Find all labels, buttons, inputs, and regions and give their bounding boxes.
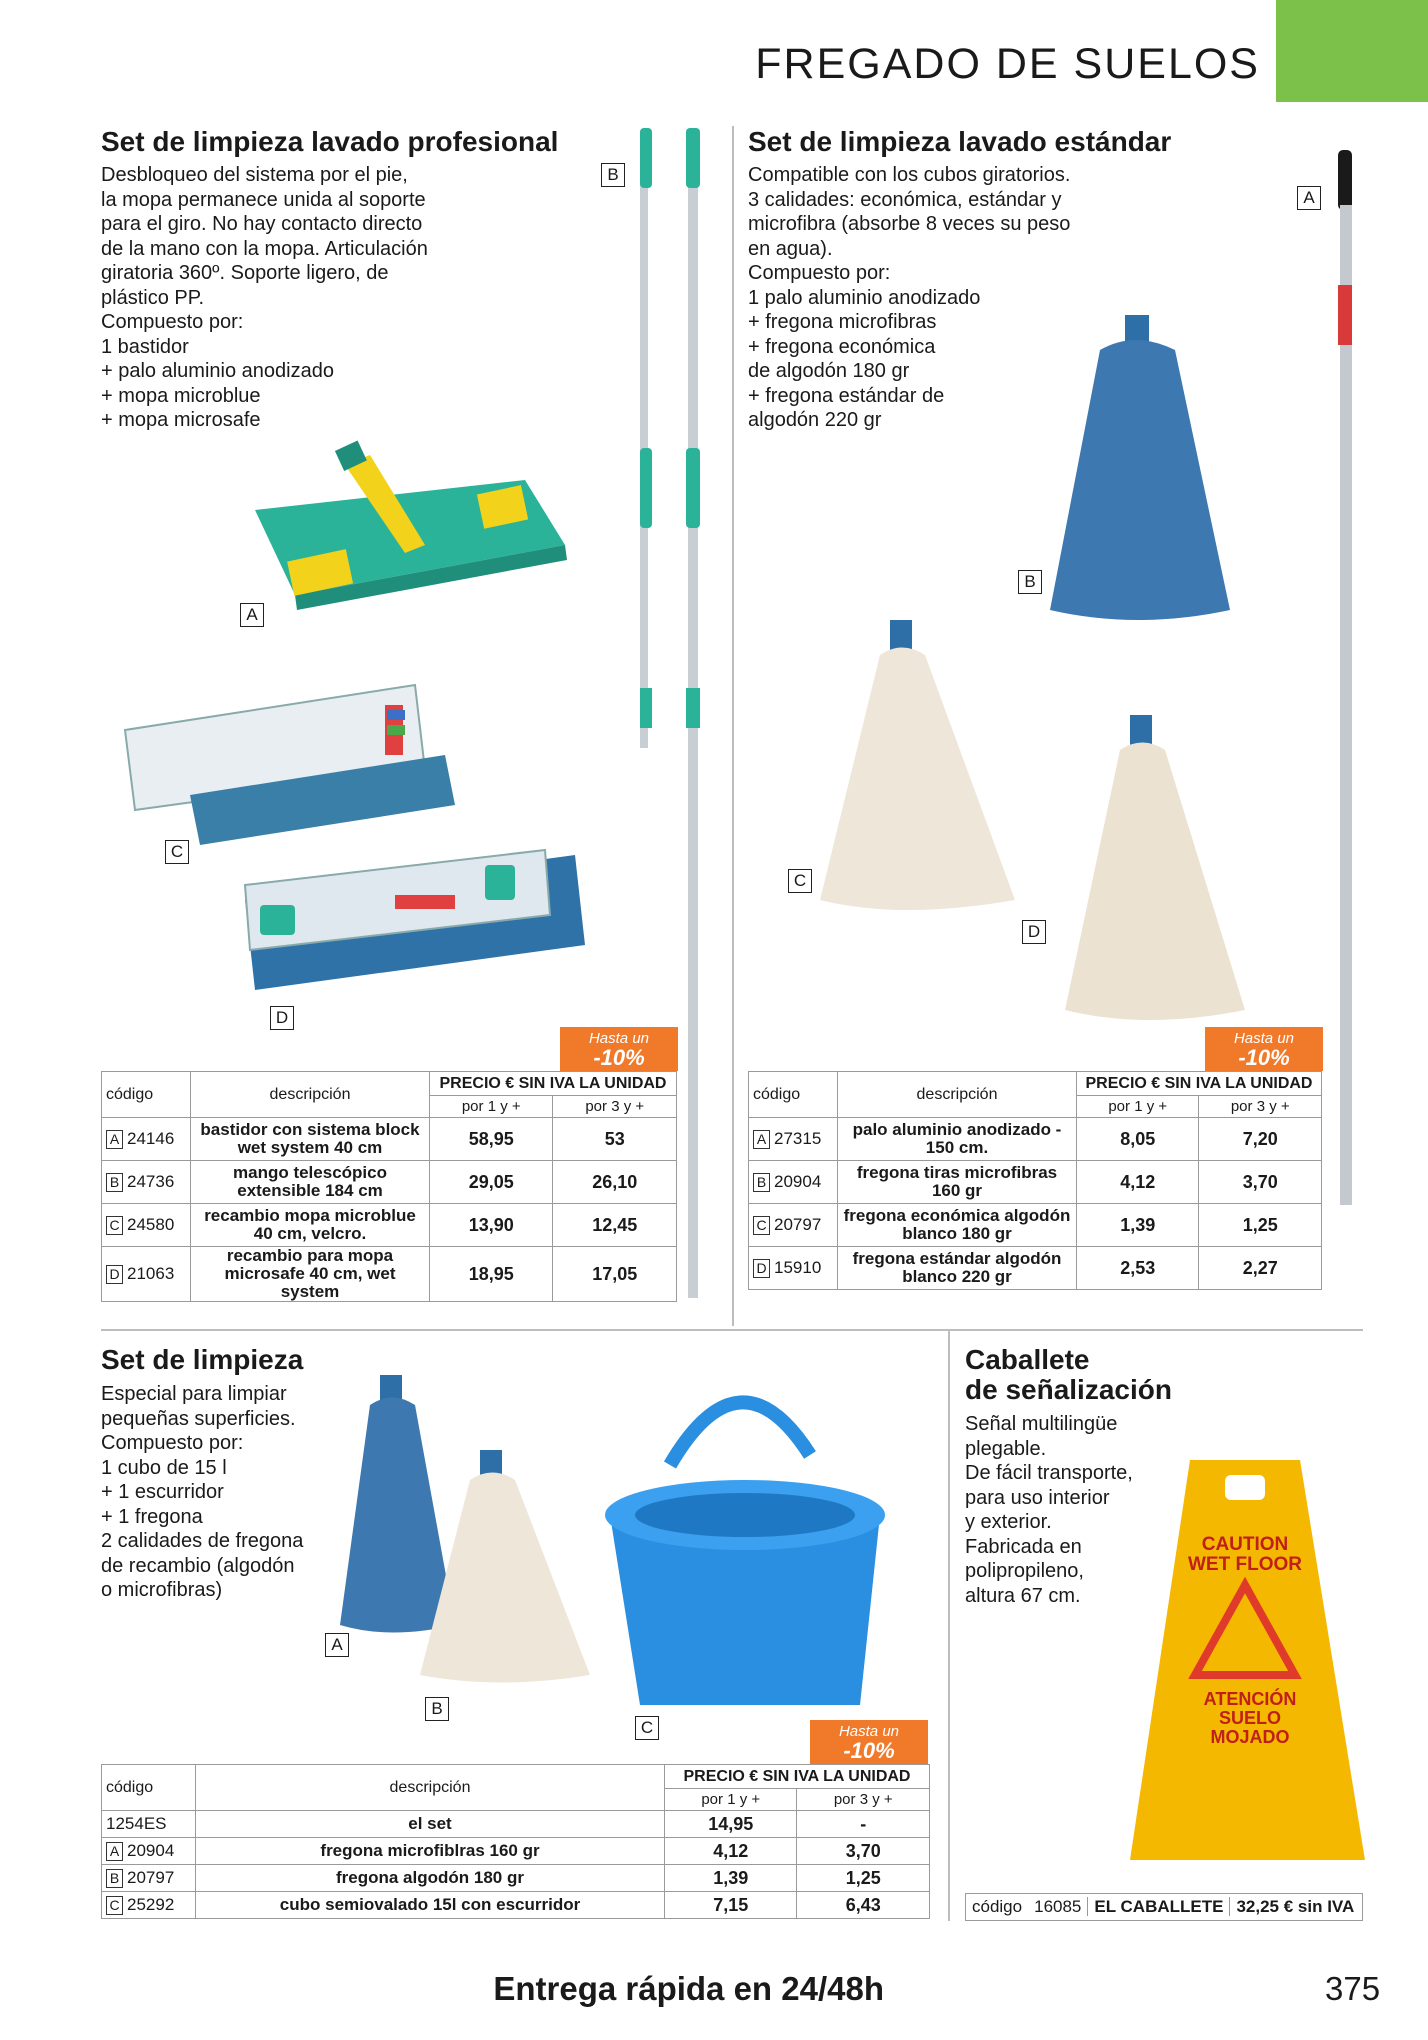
set-estandar-description: Compatible con los cubos giratorios. 3 calidades: económica, estándar y microfibra (absorbe 8 veces su peso en agua). Compuesto por: 1 palo aluminio anodizado + fregona microfibras + fregona económica de algodón 180 gr + fregona estándar de algodón 220 gr	[748, 164, 1071, 431]
table-row: 1254ES el set 14,95 -	[102, 1811, 930, 1838]
qty3-header: por 3 y +	[1199, 1096, 1322, 1118]
promo-line1: Hasta un	[838, 1723, 900, 1740]
table-row: D 15910 fregona estándar algodón blanco 220 gr 2,53 2,27	[749, 1247, 1322, 1290]
qty1-header: por 1 y +	[430, 1096, 553, 1118]
col-desc: descripción	[196, 1765, 665, 1811]
image-label-a: A	[325, 1633, 349, 1657]
table-row: C 24580 recambio mopa microblue 40 cm, velcro. 13,90 12,45	[102, 1204, 677, 1247]
image-label-b: B	[425, 1697, 449, 1721]
price-table-limpieza	[101, 1764, 930, 1919]
delivery-tagline: Entrega rápida en 24/48h	[493, 1970, 884, 2007]
set-limpieza-title: Set de limpieza	[101, 1344, 304, 1375]
estandar-mops-image	[780, 310, 1260, 1030]
promo-badge-limpieza	[810, 1720, 928, 1764]
aluminium-pole-image	[1330, 150, 1370, 1210]
qty3-header: por 3 y +	[553, 1096, 677, 1118]
mop-frame-image	[255, 440, 567, 610]
section-color-tab	[1276, 0, 1428, 102]
cotton-mop-b-image	[420, 1450, 590, 1683]
col-code: código	[749, 1072, 838, 1118]
microfiber-mop-a-image	[340, 1375, 455, 1633]
image-label-c: C	[788, 869, 812, 893]
caballete-code-label: código	[972, 1897, 1023, 1916]
caballete-price: 32,25 € sin IVA	[1236, 1897, 1355, 1916]
table-row: B 20904 fregona tiras microfibras 160 gr 4,12 3,70	[749, 1161, 1322, 1204]
page-number: 375	[1325, 1970, 1381, 2007]
table-row: B 20797 fregona algodón 180 gr 1,39 1,25	[102, 1865, 930, 1892]
col-code: código	[102, 1072, 191, 1118]
col-desc: descripción	[838, 1072, 1077, 1118]
caballete-title-line1: Caballete	[965, 1344, 1090, 1375]
mop-pad-d-image	[245, 850, 585, 990]
caballete-code-box	[965, 1893, 1363, 1921]
sign-caution-text: CAUTION WET FLOOR	[1188, 1534, 1302, 1575]
caballete-description: Señal multilingüe plegable. De fácil transporte, para uso interior y exterior. Fabricada en polipropileno, altura 67 cm.	[965, 1413, 1133, 1607]
set-profesional-description: Desbloqueo del sistema por el pie, la mopa permanece unida al soporte para el giro. No hay contacto directo de la mano con la mopa. Articulación giratoria 360º. Soporte ligero, de plástico PP. Compuesto por: 1 bastidor + palo aluminio anodizado + mopa microblue + mopa microsafe	[101, 164, 428, 431]
price-header: PRECIO € SIN IVA LA UNIDAD	[430, 1072, 677, 1096]
col-code: código	[102, 1765, 196, 1811]
promo-line2: -10%	[593, 1045, 645, 1070]
image-label-c: C	[635, 1716, 659, 1740]
table-row: B 24736 mango telescópico extensible 184 cm 29,05 26,10	[102, 1161, 677, 1204]
image-label-a: A	[1297, 186, 1321, 210]
table-row: A 20904 fregona microfiblras 160 gr 4,12 3,70	[102, 1838, 930, 1865]
price-table-estandar	[748, 1071, 1322, 1290]
image-label-c: C	[165, 840, 189, 864]
caballete-code: 16085	[1034, 1897, 1082, 1916]
image-label-d: D	[270, 1006, 294, 1030]
column-divider	[732, 126, 734, 1326]
wet-floor-sign-image	[1120, 1450, 1370, 1870]
promo-badge-profesional	[560, 1027, 678, 1071]
table-row: D 21063 recambio para mopa microsafe 40 cm, wet system 18,95 17,05	[102, 1247, 677, 1302]
image-label-a: A	[240, 603, 264, 627]
table-row: C 25292 cubo semiovalado 15l con escurridor 7,15 6,43	[102, 1892, 930, 1919]
image-label-d: D	[1022, 920, 1046, 944]
page-title: FREGADO DE SUELOS	[755, 40, 1260, 88]
table-row: C 20797 fregona económica algodón blanco 180 gr 1,39 1,25	[749, 1204, 1322, 1247]
col-desc: descripción	[191, 1072, 430, 1118]
qty1-header: por 1 y +	[1077, 1096, 1199, 1118]
column-divider	[948, 1331, 950, 1921]
price-header: PRECIO € SIN IVA LA UNIDAD	[665, 1765, 930, 1789]
promo-line1: Hasta un	[1233, 1030, 1295, 1047]
sign-atencion-text: ATENCIÓN SUELO MOJADO	[1203, 1689, 1297, 1747]
image-label-b: B	[601, 163, 625, 187]
mop-pad-c-image	[125, 685, 455, 845]
bucket-image	[605, 1402, 885, 1705]
set-profesional-title: Set de limpieza lavado profesional	[101, 126, 559, 157]
set-estandar-title: Set de limpieza lavado estándar	[748, 126, 1172, 157]
caballete-title-line2: de señalización	[965, 1374, 1172, 1405]
section-divider	[101, 1329, 1363, 1331]
caballete-name: EL CABALLETE	[1087, 1897, 1230, 1916]
image-label-b: B	[1018, 570, 1042, 594]
limpieza-product-images	[320, 1345, 940, 1745]
qty3-header: por 3 y +	[797, 1789, 930, 1811]
cotton-mop-c-image	[820, 620, 1015, 910]
cotton-mop-d-image	[1065, 715, 1245, 1020]
promo-line2: -10%	[1238, 1045, 1290, 1070]
promo-line1: Hasta un	[588, 1030, 650, 1047]
qty1-header: por 1 y +	[665, 1789, 797, 1811]
price-table-profesional	[101, 1071, 677, 1302]
price-header: PRECIO € SIN IVA LA UNIDAD	[1077, 1072, 1322, 1096]
table-row: A 24146 bastidor con sistema block wet system 40 cm 58,95 53	[102, 1118, 677, 1161]
set-limpieza-description: Especial para limpiar pequeñas superficies. Compuesto por: 1 cubo de 15 l + 1 escurridor + 1 fregona 2 calidades de fregona de recambio (algodón o microfibras)	[101, 1383, 304, 1601]
promo-line2: -10%	[843, 1738, 895, 1763]
microfiber-mop-image	[1050, 315, 1230, 620]
table-row: A 27315 palo aluminio anodizado - 150 cm. 8,05 7,20	[749, 1118, 1322, 1161]
promo-badge-estandar	[1205, 1027, 1323, 1071]
